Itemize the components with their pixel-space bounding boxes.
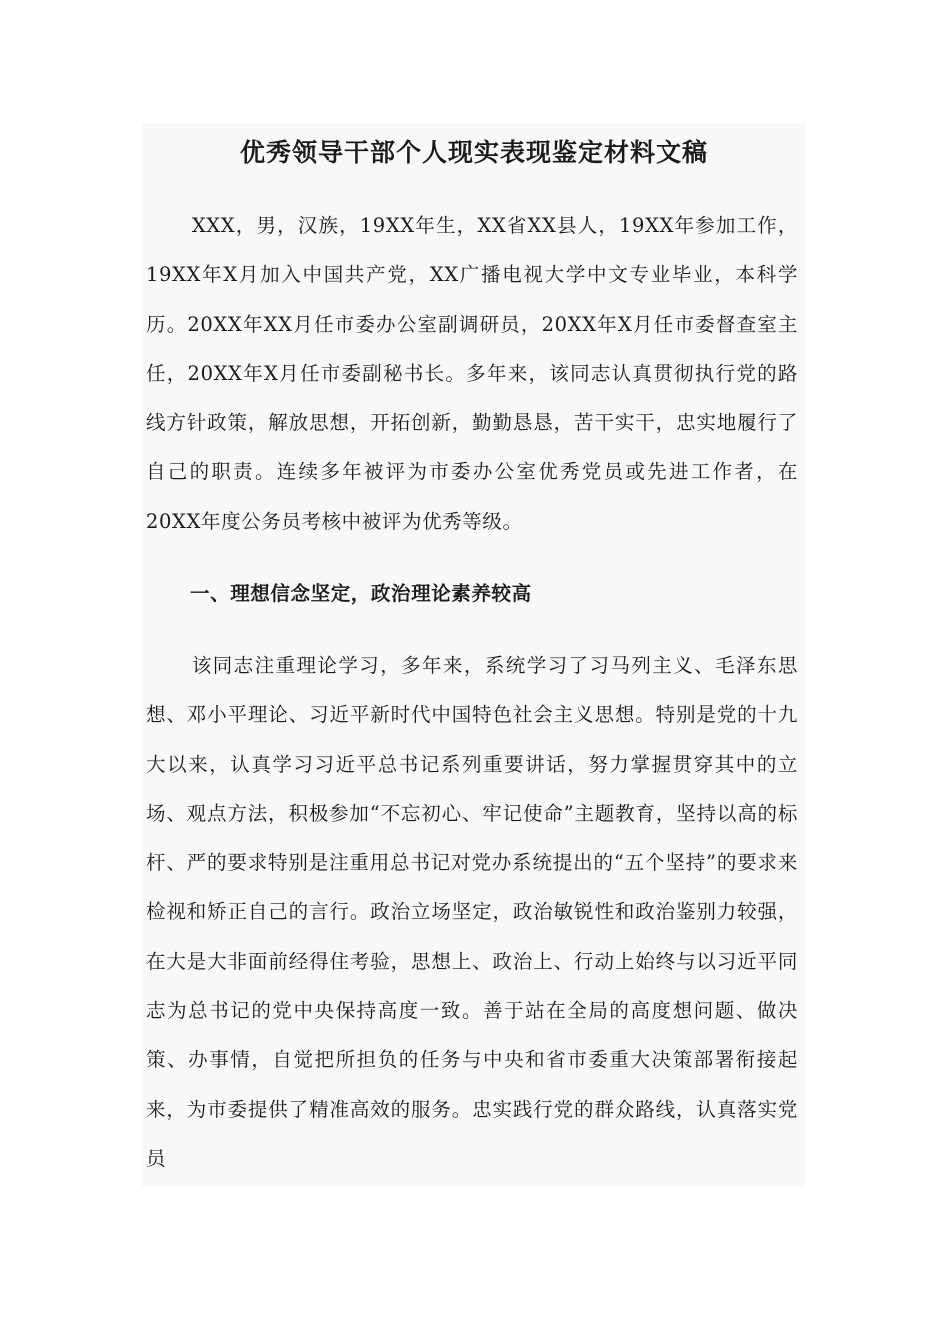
document-title: 优秀领导干部个人现实表现鉴定材料文稿 xyxy=(239,138,708,167)
intro-paragraph: XXX，男，汉族，19XX年生，XX省XX县人，19XX年参加工作，19XX年X月加入中国共产党，XX广播电视大学中文专业毕业，本科学历。20XX年XX月任市委办公室副调研员，20XX年X月任市委督查室主任，20XX年X月任市委副秘书长。多年来，该同志认真贯彻执行党的路线方针政策，解放思想，开拓创新，勤勤恳恳，苦干实干，忠实地履行了自己的职责。连续多年被评为市委办公室优秀党员或先进工作者，在20XX年度公务员考核中被评为优秀等级。 xyxy=(146,214,798,533)
section-heading: 一、理想信念坚定，政治理论素养较高 xyxy=(190,582,532,605)
document-page xyxy=(142,123,806,1187)
section-paragraph: 该同志注重理论学习，多年来，系统学习了习马列主义、毛泽东思想、邓小平理论、习近平新时代中国特色社会主义思想。特别是党的十九大以来，认真学习习近平总书记系列重要讲话，努力掌握贯穿其中的立场、观点方法，积极参加“不忘初心、牢记使命”主题教育，坚持以高的标杆、严的要求特别是注重用总书记对党办系统提出的“五个坚持”的要求来检视和矫正自己的言行。政治立场坚定，政治敏锐性和政治鉴别力较强，在大是大非面前经得住考验，思想上、政治上、行动上始终与以习近平同志为总书记的党中央保持高度一致。善于站在全局的高度想问题、做决策、办事情，自觉把所担负的任务与中央和省市委重大决策部署衔接起来，为市委提供了精准高效的服务。忠实践行党的群众路线，认真落实党员 xyxy=(146,654,798,1170)
